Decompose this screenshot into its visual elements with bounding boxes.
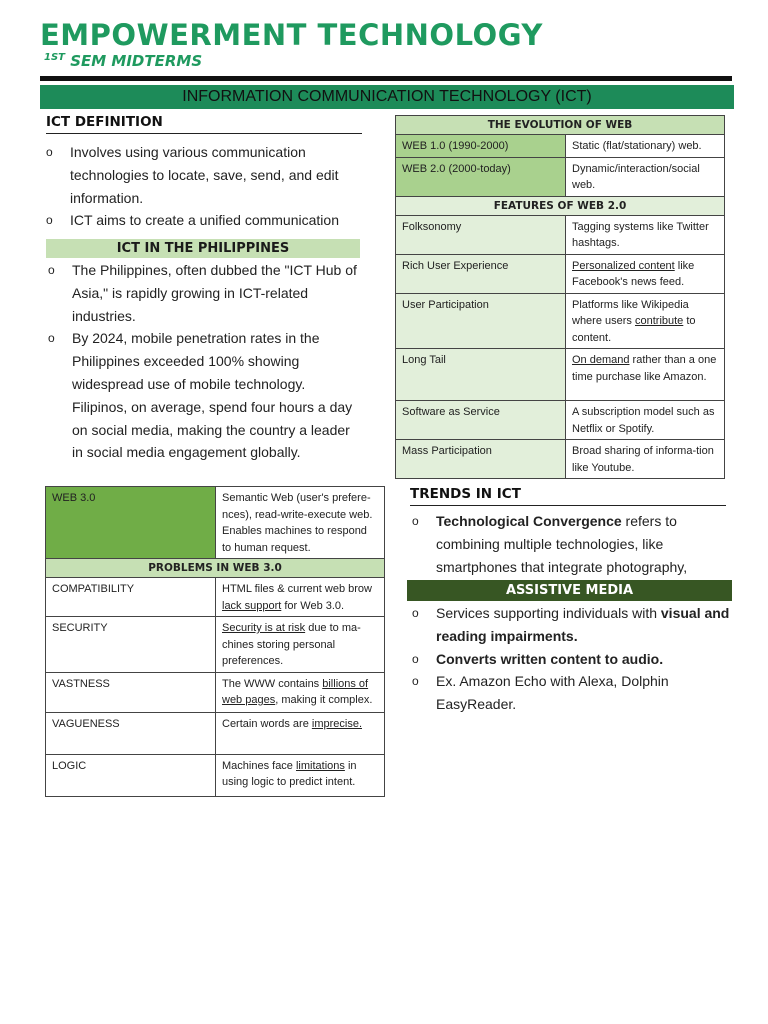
table-row: [396, 349, 725, 401]
desc-text: due to ma-chines storing personal preferences.: [222, 622, 361, 667]
ict-philippines-heading: ICT IN THE PHILIPPINES: [46, 239, 360, 258]
desc-underlined: imprecise.: [311, 717, 362, 730]
list-item: [44, 209, 360, 232]
web3-problems-heading: PROBLEMS IN WEB 3.0: [46, 559, 385, 578]
trends-heading: TRENDS IN ICT: [410, 486, 726, 506]
table-cell-term: Mass Participation: [396, 440, 566, 479]
assistive-media-heading: ASSISTIVE MEDIA: [407, 580, 732, 601]
trends-list: [410, 510, 728, 578]
desc-text: Machines face: [222, 759, 296, 772]
table-row: [396, 135, 725, 158]
document-subtitle: [44, 52, 202, 70]
table-cell-desc: [216, 672, 385, 712]
table-row: [396, 401, 725, 440]
web3-table: [45, 486, 385, 797]
desc-text: Platforms like Wikipedia where users: [572, 298, 689, 327]
table-cell-desc: Semantic Web (user's prefere-nces), read-write-execute web. Enables machines to respond to human request.: [216, 487, 385, 559]
desc-text: A subscription model such as Netflix or Spotify.: [572, 406, 715, 435]
desc-underlined: contribute: [634, 315, 684, 327]
bullet-mark: o: [412, 651, 419, 666]
desc-text: The WWW contains: [222, 677, 323, 690]
bullet-mark: o: [412, 514, 419, 528]
table-cell-term: Software as Service: [396, 401, 566, 440]
list-item-text: ICT aims to create a unified communication: [70, 212, 339, 229]
table-cell-desc: [566, 401, 725, 440]
table-row: [396, 157, 725, 196]
table-row: [396, 215, 725, 254]
table-row: [46, 712, 385, 754]
bullet-mark: o: [48, 263, 55, 277]
assistive-media-list: [410, 602, 742, 716]
ict-definition-heading: ICT DEFINITION: [46, 114, 362, 134]
table-cell-term: VASTNESS: [46, 672, 216, 712]
list-item-text: refers to combining multiple technologies, like smartphones that integrate photography,: [436, 513, 688, 575]
bullet-mark: o: [46, 145, 53, 159]
table-row: [46, 578, 385, 617]
table-cell-desc: [566, 293, 725, 349]
subtitle-ordinal: 1ST: [44, 52, 65, 63]
table-cell-term: VAGUENESS: [46, 712, 216, 754]
list-item: [46, 259, 362, 327]
table-cell-desc: [216, 754, 385, 796]
list-item-text: Services supporting individuals with: [436, 605, 661, 621]
desc-underlined: billions of web pages: [222, 677, 369, 706]
web2-features-heading: FEATURES OF WEB 2.0: [396, 196, 725, 215]
table-cell-term: Long Tail: [396, 349, 566, 401]
table-cell-term: SECURITY: [46, 617, 216, 673]
ict-definition-list: [44, 141, 360, 232]
table-cell-desc: Static (flat/stationary) web.: [566, 135, 725, 158]
document-title: EMPOWERMENT TECHNOLOGY: [40, 18, 543, 52]
list-item: [410, 648, 742, 671]
table-row: [46, 672, 385, 712]
desc-text: Tagging systems like Twitter hashtags.: [572, 220, 709, 249]
desc-underlined: lack support: [222, 599, 282, 612]
table-cell-term: Folksonomy: [396, 215, 566, 254]
table-cell-term: User Participation: [396, 293, 566, 349]
list-item-text: Involves using various communication technologies to locate, save, send, and edit information.: [70, 144, 339, 206]
table-cell-desc: [216, 617, 385, 673]
table-cell-desc: [566, 215, 725, 254]
table-cell-desc: [566, 440, 725, 479]
topic-banner: INFORMATION COMMUNICATION TECHNOLOGY (ICT): [40, 85, 734, 109]
table-cell-desc: [216, 712, 385, 754]
desc-text: Broad sharing of informa-tion like Youtube.: [572, 445, 714, 474]
list-item: [410, 510, 728, 578]
bullet-mark: o: [412, 674, 419, 689]
desc-underlined: On demand: [572, 354, 630, 366]
table-cell-term: LOGIC: [46, 754, 216, 796]
desc-text: rather than a one time purchase like Amazon.: [572, 354, 717, 383]
table-cell-term: WEB 2.0 (2000-today): [396, 157, 566, 196]
list-item-bold: visual and reading impairments.: [436, 605, 730, 644]
header-rule: [40, 76, 732, 81]
list-item-text: By 2024, mobile penetration rates in the Philippines exceeded 100% showing widespread use of mobile technology. Filipinos, on average, spend four hours a day on social media, making the country a leader in social media engagement globally.: [72, 330, 353, 461]
web-evolution-table: [395, 115, 725, 479]
desc-underlined: Security is at risk: [222, 622, 306, 634]
list-item: [46, 327, 362, 464]
table-cell-term: WEB 1.0 (1990-2000): [396, 135, 566, 158]
table-row: [46, 487, 385, 559]
desc-text: for Web 3.0.: [281, 599, 345, 612]
list-item-bold: Converts written content to audio.: [436, 650, 664, 667]
ict-philippines-list: [46, 259, 362, 464]
desc-underlined: limitations: [295, 759, 345, 772]
list-item: [410, 602, 742, 648]
table-row: [46, 754, 385, 796]
bullet-mark: o: [48, 331, 55, 346]
table-cell-term: COMPATIBILITY: [46, 578, 216, 617]
list-item-text: The Philippines, often dubbed the "ICT Hub of Asia," is rapidly growing in ICT-related industries.: [72, 262, 357, 324]
table-cell-desc: [566, 349, 725, 401]
table-cell-term: WEB 3.0: [46, 487, 216, 559]
list-item-bold: Technological Convergence: [436, 513, 622, 529]
desc-underlined: Personalized content: [572, 259, 675, 272]
list-item: [410, 670, 742, 716]
desc-text: like Facebook's news feed.: [572, 259, 695, 288]
bullet-mark: o: [46, 213, 53, 228]
desc-text: HTML files & current web brow: [222, 583, 372, 595]
list-item-text: Ex. Amazon Echo with Alexa, Dolphin EasyReader.: [436, 673, 669, 713]
table-row: [46, 617, 385, 673]
table-cell-desc: [566, 254, 725, 293]
desc-text: in using logic to predict intent.: [222, 759, 357, 788]
desc-text: to content.: [572, 315, 696, 344]
desc-text: Certain words are: [222, 717, 312, 730]
table-row: [396, 254, 725, 293]
table-row: [396, 440, 725, 479]
subtitle-text: SEM MIDTERMS: [70, 52, 203, 70]
bullet-mark: o: [412, 606, 419, 620]
list-item: [44, 141, 360, 209]
table-row: [396, 293, 725, 349]
table-cell-term: Rich User Experience: [396, 254, 566, 293]
table-cell-desc: [216, 578, 385, 617]
web-evolution-heading: THE EVOLUTION OF WEB: [396, 116, 725, 135]
desc-text: , making it complex.: [275, 694, 373, 706]
table-cell-desc: Dynamic/interaction/social web.: [566, 157, 725, 196]
